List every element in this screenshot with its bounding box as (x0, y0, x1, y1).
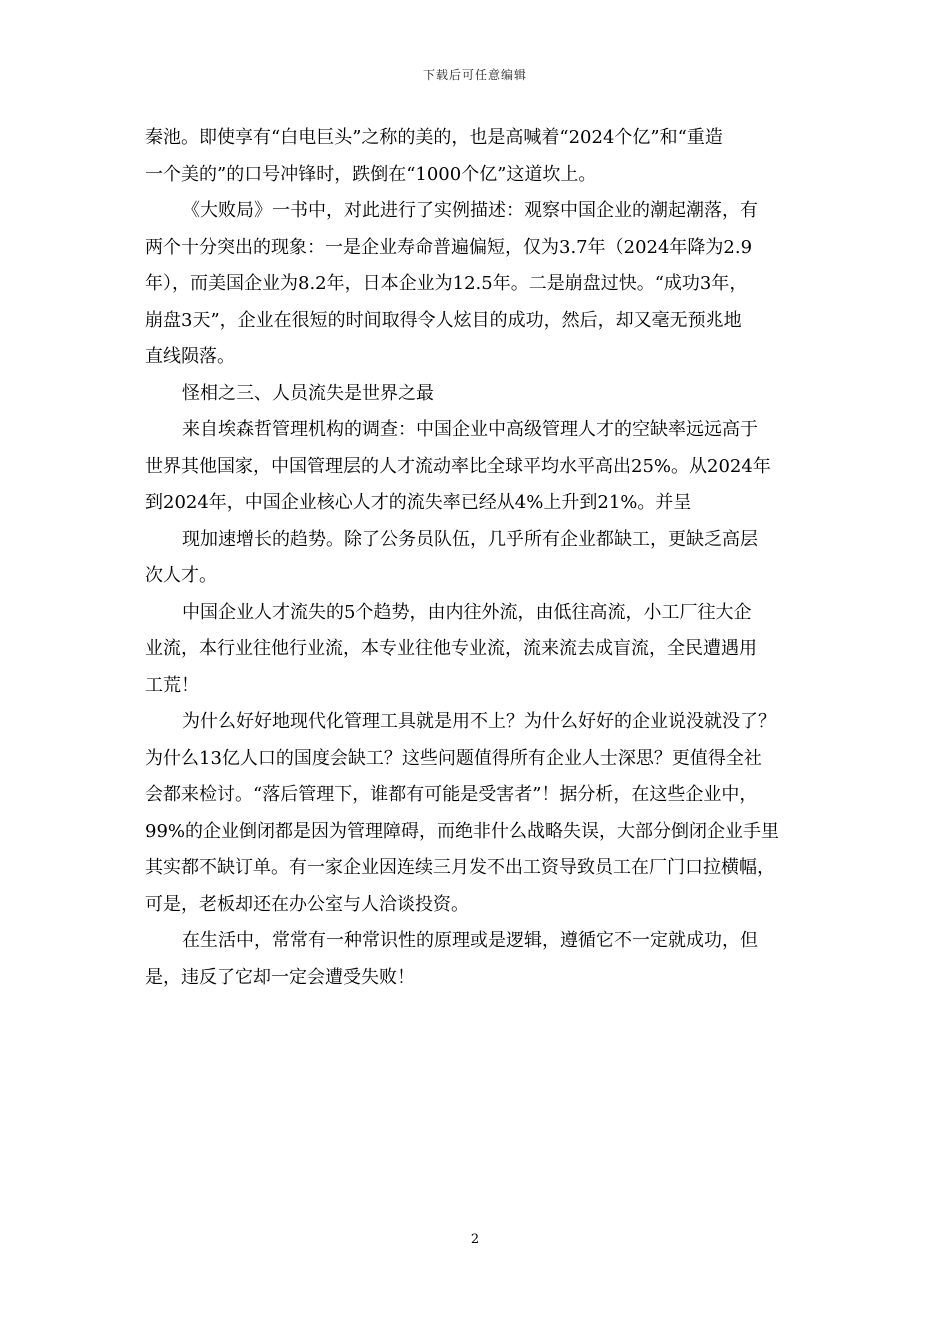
text-line: 为什么13亿人口的国度会缺工？这些问题值得所有企业人士深思？更值得全社 (145, 747, 762, 769)
text-line: 怪相之三、人员流失是世界之最 (182, 382, 434, 404)
text-line: 一个美的”的口号冲锋时，跌倒在“1000个亿”这道坎上。 (145, 163, 597, 185)
text-line: 两个十分突出的现象：一是企业寿命普遍偏短，仅为3.7年（2024年降为2.9 (145, 236, 753, 258)
paragraph (145, 376, 815, 413)
text-line: 99%的企业倒闭都是因为管理障碍，而绝非什么战略失误，大部分倒闭企业手里 (145, 820, 780, 842)
text-line: 崩盘3天”，企业在很短的时间取得令人炫目的成功，然后，却又毫无预兆地 (145, 309, 742, 331)
text-line: 会都来检讨。“落后管理下，谁都有可能是受害者”！据分析，在这些企业中， (145, 784, 758, 805)
paragraph (145, 522, 815, 595)
paragraph (145, 923, 815, 996)
text-line: 现加速增长的趋势。除了公务员队伍，几乎所有企业都缺工，更缺乏高层 (182, 528, 758, 550)
paragraph (145, 412, 815, 522)
text-line: 世界其他国家，中国管理层的人才流动率比全球平均水平高出25%。从2024年 (145, 455, 771, 477)
text-line: 来自埃森哲管理机构的调查：中国企业中高级管理人才的空缺率远远高于 (182, 419, 758, 440)
text-line: 工荒！ (145, 674, 199, 696)
text-line: 次人才。 (145, 565, 217, 586)
text-line: 在生活中，常常有一种常识性的原理或是逻辑，遵循它不一定就成功，但 (182, 930, 758, 951)
document-body (145, 120, 815, 996)
paragraph (145, 193, 815, 376)
text-line: 直线陨落。 (145, 346, 235, 367)
text-line: 秦池。即使享有“白电巨头”之称的美的，也是高喊着“2024个亿”和“重造 (145, 127, 723, 148)
text-line: 业流，本行业往他行业流，本专业往他专业流，流来流去成盲流，全民遭遇用 (145, 638, 757, 659)
text-line: 中国企业人才流失的5个趋势，由内往外流，由低往高流，小工厂往大企 (182, 601, 752, 623)
text-line: 《大败局》一书中，对此进行了实例描述：观察中国企业的潮起潮落，有 (182, 200, 758, 221)
text-line: 为什么好好地现代化管理工具就是用不上？为什么好好的企业说没就没了？ (182, 711, 776, 732)
text-line: 其实都不缺订单。有一家企业因连续三月发不出工资导致员工在厂门口拉横幅， (145, 857, 775, 878)
text-line: 可是，老板却还在办公室与人洽谈投资。 (145, 893, 469, 915)
paragraph (145, 120, 815, 193)
page-number: 2 (470, 1232, 480, 1247)
paragraph (145, 704, 815, 923)
page-header: 下载后可任意编辑 (422, 68, 527, 82)
paragraph (145, 595, 815, 705)
text-line: 年），而美国企业为8.2年，日本企业为12.5年。二是崩盘过快。“成功3年， (145, 273, 748, 294)
text-line: 到2024年，中国企业核心人才的流失率已经从4%上升到21%。并呈 (145, 492, 692, 513)
text-line: 是，违反了它却一定会遭受失败！ (145, 966, 415, 988)
